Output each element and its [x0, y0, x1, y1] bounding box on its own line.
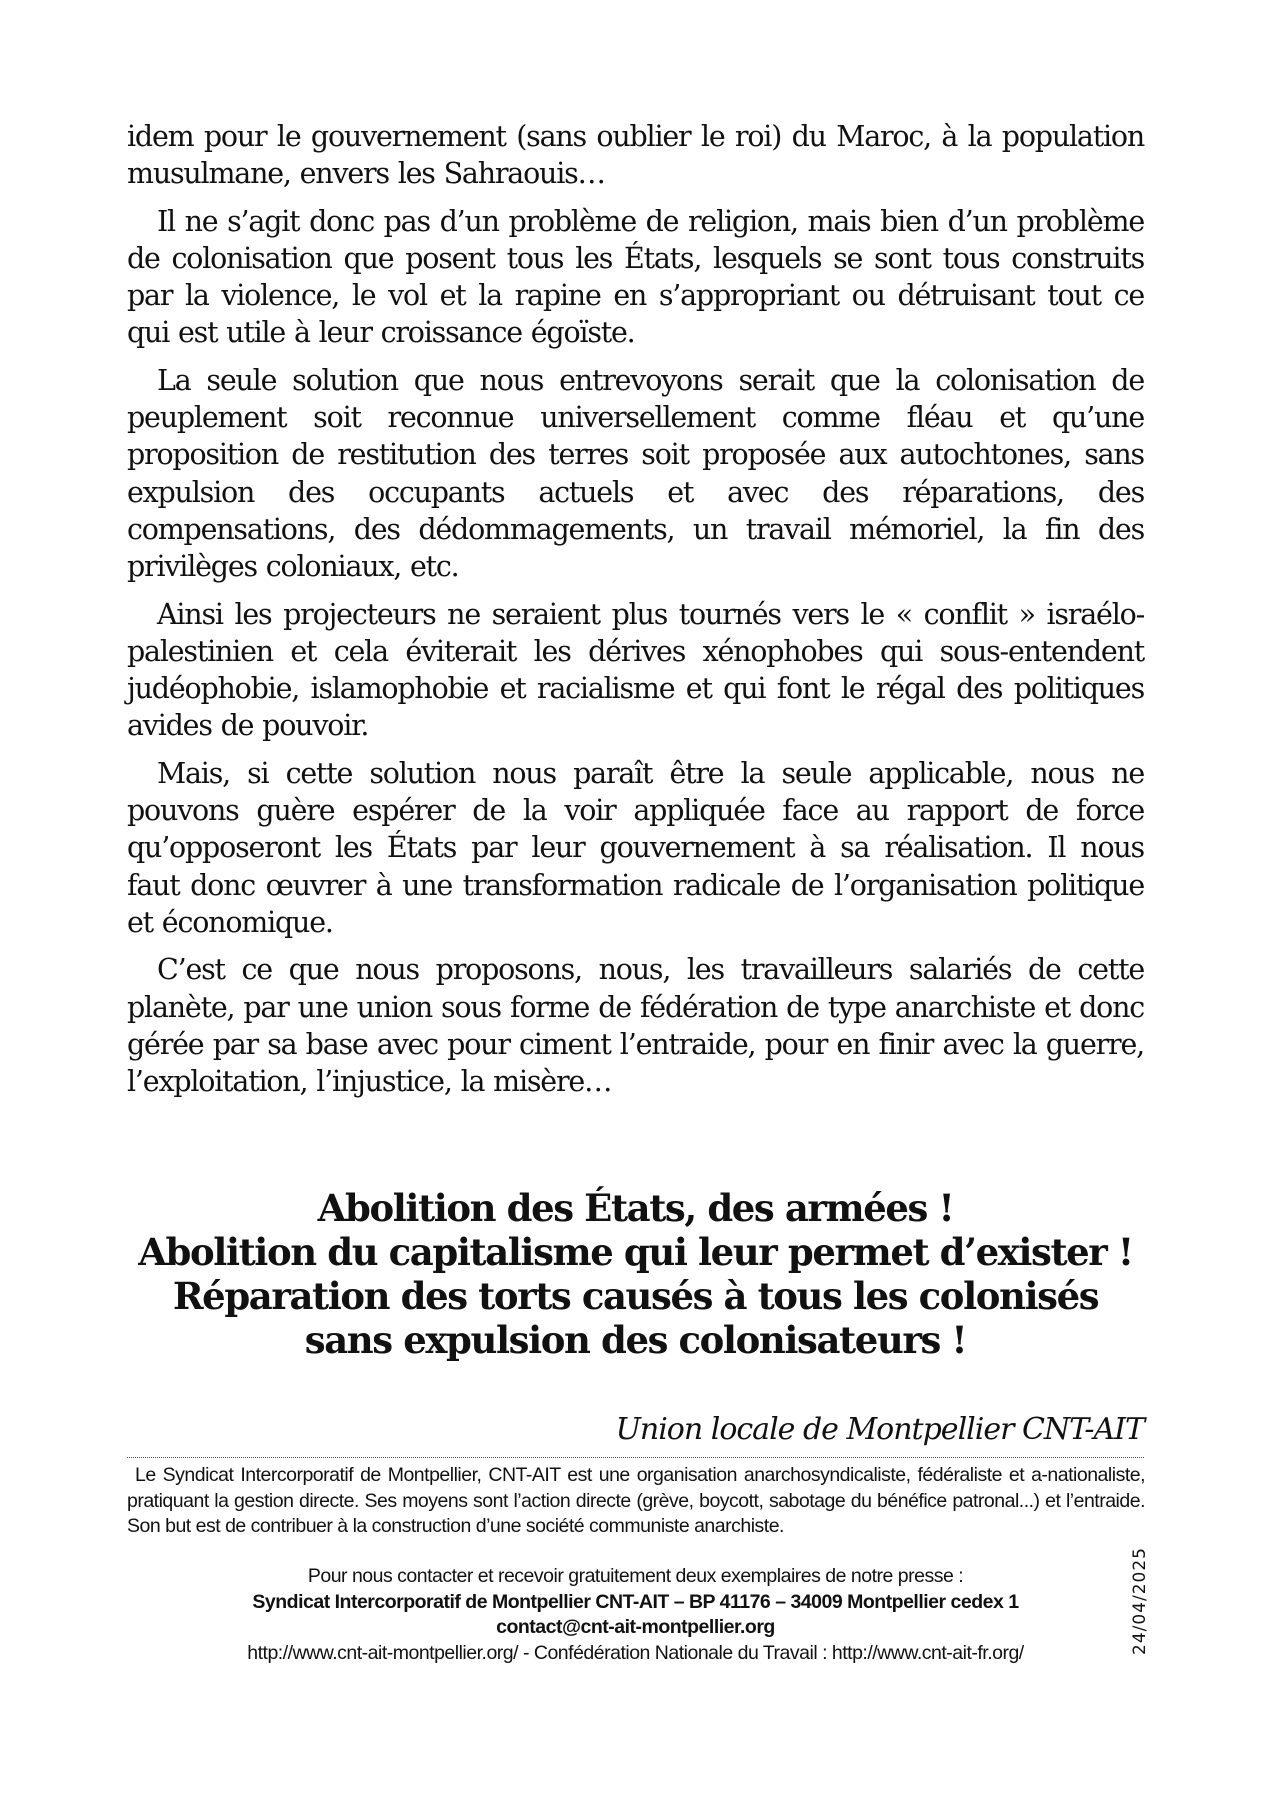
slogan: Abolition du capitalisme qui leur permet d’exister !	[138, 1230, 1133, 1274]
slogan: Réparation des torts causés à tous les colonisés sans expulsion des colonisateurs !	[172, 1274, 1099, 1362]
divider	[127, 1457, 1144, 1458]
contact-block	[127, 1564, 1144, 1666]
paragraph: La seule solution que nous entrevoyons serait que la colonisation de peuplement soit reconnue universellement comme fléau et qu’une proposition de restitution des terres soit proposée aux autochtones, sans expulsion des occupants actuels et avec des réparations, des compensations, des dédommagements, un travail mémoriel, la fin des privilèges coloniaux, etc.	[127, 363, 1144, 584]
postal-address: Syndicat Intercorporatif de Montpellier CNT-AIT – BP 41176 – 34009 Montpellier cedex 1	[252, 1590, 1019, 1613]
paragraph: C’est ce que nous proposons, nous, les travailleurs salariés de cette planète, par une union sous forme de fédération de type anarchiste et donc gérée par sa base avec pour ciment l’entraide, pour en finir avec la guerre, l’exploitation, l’injustice, la misère…	[127, 953, 1144, 1099]
organization-description: Le Syndicat Intercorporatif de Montpellier, CNT-AIT est une organisation anarchosyndicaliste, fédéraliste et a-nationaliste, pratiquant la gestion directe. Ses moyens sont l’action directe (grève, boycott, sabotage du bénéfice patronal...) et l’entraide. Son but est de contribuer à la construction d’une société communiste anarchiste.	[127, 1464, 1145, 1537]
slogans	[127, 1186, 1144, 1362]
website-links[interactable]: http://www.cnt-ait-montpellier.org/ - Confédération Nationale du Travail : http://www.cnt-ait-fr.org/	[247, 1641, 1024, 1664]
email-link[interactable]: contact@cnt-ait-montpellier.org	[496, 1616, 775, 1638]
article-body	[127, 118, 1144, 1110]
paragraph: Ainsi les projecteurs ne seraient plus tournés vers le « conflit » israélo-palestinien et cela éviterait les dérives xénophobes qui sous-entendent judéophobie, islamophobie et racialisme et qui font le régal des politiques avides de pouvoir.	[127, 597, 1144, 743]
date-stamp: 24/04/2025	[1130, 1547, 1150, 1655]
signature: Union locale de Montpellier CNT-AIT	[615, 1412, 1144, 1447]
slogan: Abolition des États, des armées !	[317, 1186, 954, 1230]
paragraph: Mais, si cette solution nous paraît être la seule applicable, nous ne pouvons guère espérer de la voir appliquée face au rapport de force qu’opposeront les États par leur gouvernement à sa réalisation. Il nous faut donc œuvrer à une transformation radicale de l’organisation politique et économique.	[127, 756, 1144, 939]
contact-intro: Pour nous contacter et recevoir gratuitement deux exemplaires de notre presse :	[307, 1565, 964, 1587]
paragraph: Il ne s’agit donc pas d’un problème de religion, mais bien d’un problème de colonisation que posent tous les États, lesquels se sont tous construits par la violence, le vol et la rapine en s’appropriant ou détruisant tout ce qui est utile à leur croissance égoïste.	[127, 204, 1144, 350]
paragraph: idem pour le gouvernement (sans oublier le roi) du Maroc, à la population musulmane, envers les Sahraouis…	[127, 120, 1144, 191]
